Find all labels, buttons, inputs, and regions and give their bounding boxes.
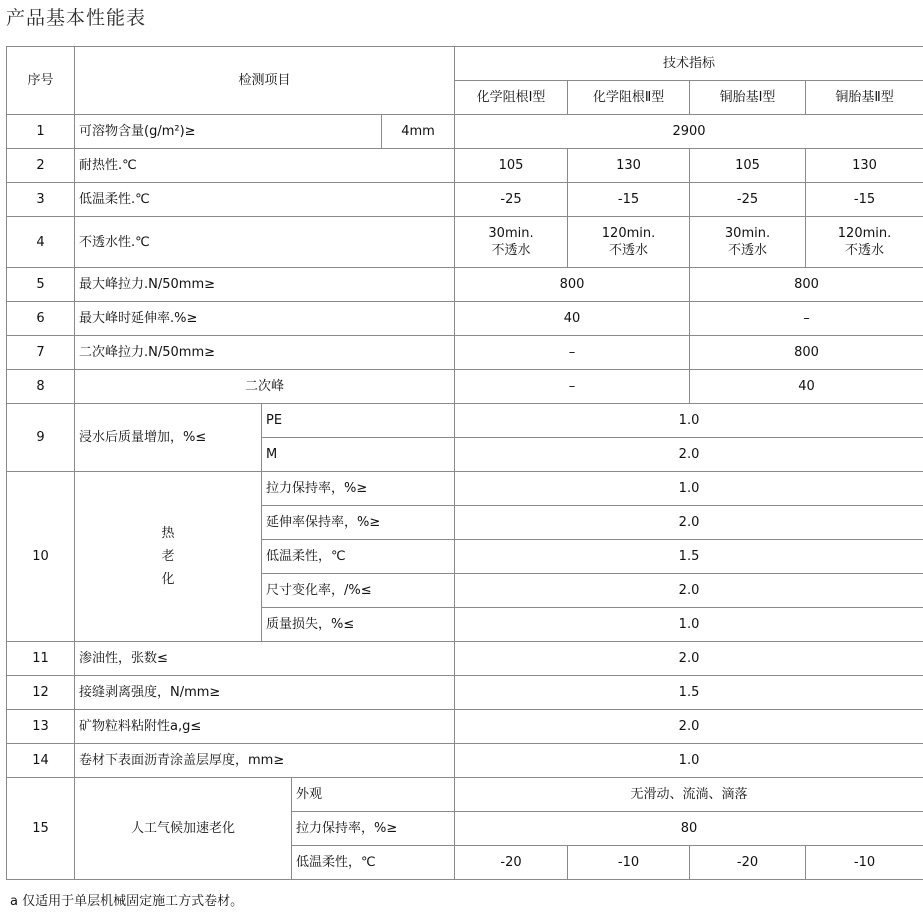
header-row-1 [7, 47, 923, 81]
row-value: -15 [568, 183, 690, 217]
row-subitem: PE [262, 404, 455, 438]
row-number: 11 [7, 642, 75, 676]
row-value: 120min. 不透水 [806, 217, 923, 268]
row-number: 1 [7, 115, 75, 149]
row-item: 矿物粒料粘附性a,g≤ [75, 710, 455, 744]
row-item: 耐热性.℃ [75, 149, 455, 183]
header-item: 检测项目 [75, 47, 455, 115]
row-number: 12 [7, 676, 75, 710]
row-value: 1.0 [455, 404, 923, 438]
table-row [7, 676, 923, 710]
row-number: 13 [7, 710, 75, 744]
table-row [7, 149, 923, 183]
row-item: 最大峰时延伸率.%≥ [75, 302, 455, 336]
row-subitem: 4mm [382, 115, 455, 149]
table-row [7, 744, 923, 778]
row-value: -15 [806, 183, 923, 217]
row-value: -25 [690, 183, 806, 217]
row-value: 无滑动、流淌、滴落 [455, 778, 923, 812]
row-item: 二次峰拉力.N/50mm≥ [75, 336, 455, 370]
page-title: 产品基本性能表 [6, 7, 147, 29]
header-type: 铜胎基Ⅰ型 [690, 81, 806, 115]
row-value: 2.0 [455, 438, 923, 472]
performance-table [6, 46, 923, 880]
row-value: 1.0 [455, 472, 923, 506]
row-number: 15 [7, 778, 75, 880]
row-value: 130 [568, 149, 690, 183]
row-item: 不透水性.℃ [75, 217, 455, 268]
row-item: 浸水后质量增加，%≤ [75, 404, 262, 472]
row-value: 1.5 [455, 676, 923, 710]
row-number: 3 [7, 183, 75, 217]
row-value: – [690, 302, 923, 336]
row-number: 4 [7, 217, 75, 268]
row-value: 80 [455, 812, 923, 846]
table-row [7, 336, 923, 370]
row-value: 120min. 不透水 [568, 217, 690, 268]
row-item: 最大峰拉力.N/50mm≥ [75, 268, 455, 302]
row-value: 2900 [455, 115, 923, 149]
row-number: 6 [7, 302, 75, 336]
row-value: 1.0 [455, 608, 923, 642]
table-row [7, 472, 923, 506]
row-number: 2 [7, 149, 75, 183]
row-subitem: 质量损失，%≤ [262, 608, 455, 642]
row-value: -10 [568, 846, 690, 880]
row-value: 105 [455, 149, 568, 183]
row-value: 2.0 [455, 506, 923, 540]
row-value: 800 [455, 268, 690, 302]
row-value: 2.0 [455, 710, 923, 744]
row-value: – [455, 336, 690, 370]
header-type: 化学阻根Ⅰ型 [455, 81, 568, 115]
table-row [7, 370, 923, 404]
row-subitem: 低温柔性，℃ [262, 540, 455, 574]
row-value: – [455, 370, 690, 404]
row-value: 30min. 不透水 [455, 217, 568, 268]
row-value: 40 [455, 302, 690, 336]
row-item: 二次峰 [75, 370, 455, 404]
row-number: 14 [7, 744, 75, 778]
row-value: -10 [806, 846, 923, 880]
row-value: 2.0 [455, 642, 923, 676]
row-item: 渗油性，张数≤ [75, 642, 455, 676]
row-item: 人工气候加速老化 [75, 778, 292, 880]
row-subitem: 延伸率保持率，%≥ [262, 506, 455, 540]
row-number: 5 [7, 268, 75, 302]
row-value: 2.0 [455, 574, 923, 608]
row-number: 9 [7, 404, 75, 472]
row-number: 10 [7, 472, 75, 642]
row-number: 7 [7, 336, 75, 370]
row-item: 热 老 化 [75, 472, 262, 642]
header-seq: 序号 [7, 47, 75, 115]
row-item: 卷材下表面沥青涂盖层厚度，mm≥ [75, 744, 455, 778]
header-type: 化学阻根Ⅱ型 [568, 81, 690, 115]
table-footnote: a 仅适用于单层机械固定施工方式卷材。 [6, 879, 923, 923]
table-row [7, 404, 923, 438]
row-value: 130 [806, 149, 923, 183]
row-value: -25 [455, 183, 568, 217]
row-subitem: 拉力保持率，%≥ [262, 472, 455, 506]
row-value: -20 [455, 846, 568, 880]
row-subitem: 外观 [292, 778, 455, 812]
row-value: 30min. 不透水 [690, 217, 806, 268]
table-row [7, 268, 923, 302]
row-item: 可溶物含量(g/m²)≥ [75, 115, 382, 149]
row-value: -20 [690, 846, 806, 880]
row-number: 8 [7, 370, 75, 404]
row-value: 1.0 [455, 744, 923, 778]
table-row [7, 183, 923, 217]
table-row [7, 710, 923, 744]
row-value: 40 [690, 370, 923, 404]
table-row [7, 778, 923, 812]
row-subitem: 尺寸变化率，/%≤ [262, 574, 455, 608]
table-row [7, 115, 923, 149]
row-value: 105 [690, 149, 806, 183]
row-item: 低温柔性.℃ [75, 183, 455, 217]
table-row [7, 302, 923, 336]
row-subitem: M [262, 438, 455, 472]
row-subitem: 低温柔性，℃ [292, 846, 455, 880]
row-value: 800 [690, 268, 923, 302]
table-row [7, 642, 923, 676]
header-tech: 技术指标 [455, 47, 923, 81]
row-subitem: 拉力保持率，%≥ [292, 812, 455, 846]
row-item: 接缝剥离强度，N/mm≥ [75, 676, 455, 710]
row-value: 1.5 [455, 540, 923, 574]
row-value: 800 [690, 336, 923, 370]
table-row [7, 217, 923, 268]
header-type: 铜胎基Ⅱ型 [806, 81, 923, 115]
